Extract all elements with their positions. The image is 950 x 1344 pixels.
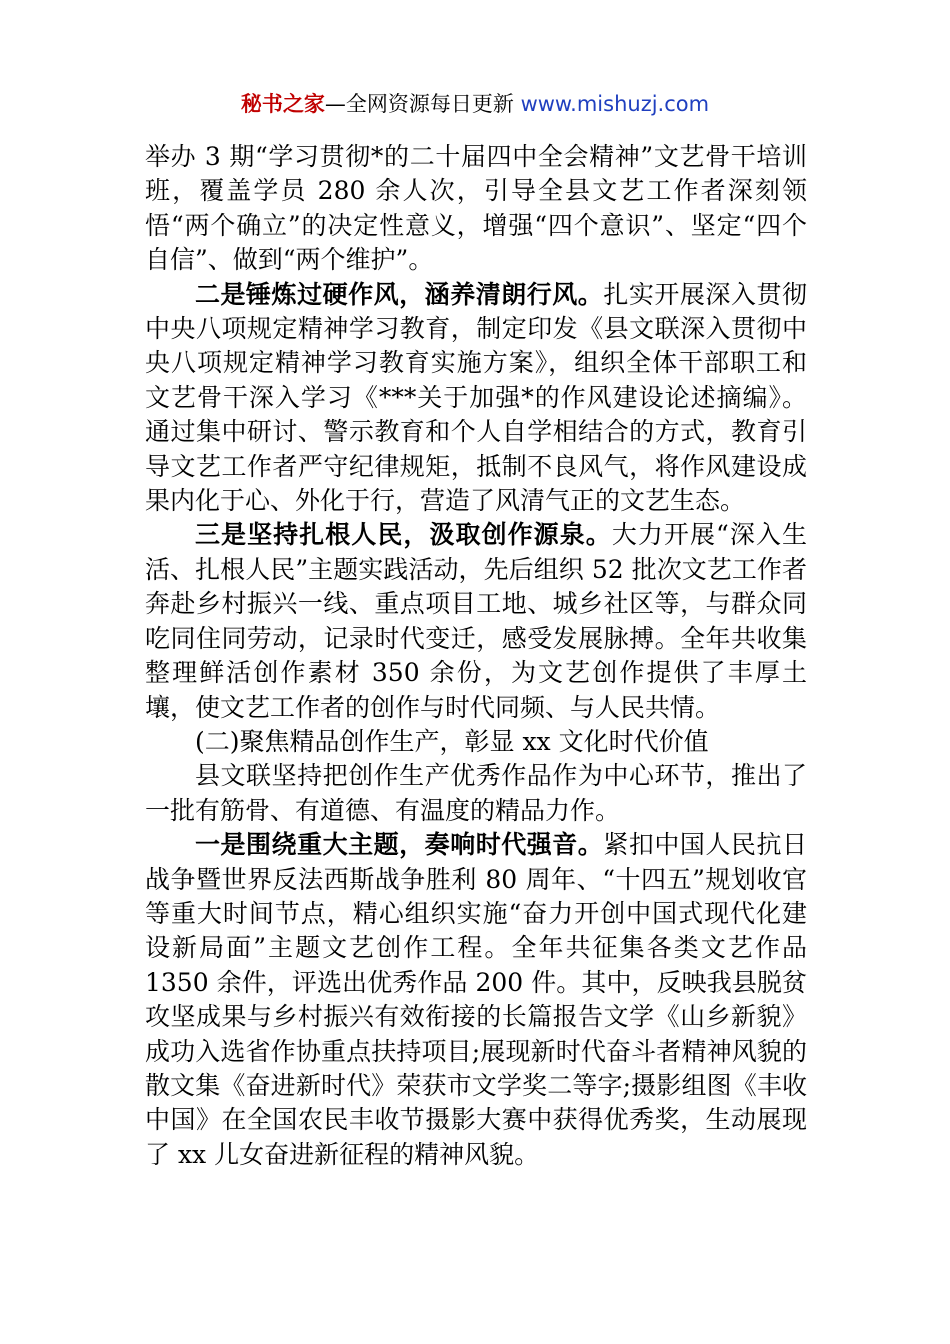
paragraph-people <box>145 518 807 724</box>
paragraph-text: 扎实开展深入贯彻中央八项规定精神学习教育，制定印发《县文联深入贯彻中央八项规定精神学习教育实施方案》，组织全体干部职工和文艺骨干深入学习《***关于加强*的作风建设论述摘编》。通过集中研讨、警示教育和个人自学相结合的方式，教育引导文艺工作者严守纪律规矩，抵制不良风气，将作风建设成果内化于心、外化于行，营造了风清气正的文艺生态。 <box>145 279 807 516</box>
document-body <box>145 140 807 1172</box>
section-heading <box>145 725 807 759</box>
site-brand: 秘书之家 <box>240 92 325 116</box>
paragraph-lead: 一是围绕重大主题，奏响时代强音。 <box>195 830 604 860</box>
paragraph-conduct <box>145 278 807 519</box>
paragraph-text: 举办 3 期“学习贯彻*的二十届四中全会精神”文艺骨干培训班，覆盖学员 280 余人次，引导全县文艺工作者深刻领悟“两个确立”的决定性意义，增强“四个意识”、坚定“四个自信”、做到“两个维护”。 <box>145 142 807 275</box>
site-url-link[interactable]: www.mishuzj.com <box>520 92 710 116</box>
section-heading-text: (二)聚焦精品创作生产，彰显 xx 文化时代价值 <box>195 726 709 756</box>
paragraph-text: 县文联坚持把创作生产优秀作品作为中心环节，推出了一批有筋骨、有道德、有温度的精品力作。 <box>145 761 807 825</box>
paragraph-lead: 三是坚持扎根人民，汲取创作源泉。 <box>195 520 612 550</box>
paragraph-text: 大力开展“深入生活、扎根人民”主题实践活动，先后组织 52 批次文艺工作者奔赴乡村振兴一线、重点项目工地、城乡社区等，与群众同吃同住同劳动，记录时代变迁，感受发展脉搏。全年共收集整理鲜活创作素材 350 余份，为文艺创作提供了丰厚土壤，使文艺工作者的创作与时代同频、与人民共情。 <box>145 520 807 722</box>
paragraph-text: 紧扣中国人民抗日战争暨世界反法西斯战争胜利 80 周年、“十四五”规划收官等重大时间节点，精心组织实施“奋力开创中国式现代化建设新局面”主题文艺创作工程。全年共征集各类文艺作品 1350 余件，评选出优秀作品 200 件。其中，反映我县脱贫攻坚成果与乡村振兴有效衔接的长篇报告文学《山乡新貌》成功入选省作协重点扶持项目;展现新时代奋斗者精神风貌的散文集《奋进新时代》荣获市文学奖二等字;摄影组图《丰收中国》在全国农民丰收节摄影大赛中获得优秀奖，生动展现了 xx 儿女奋进新征程的精神风貌。 <box>145 830 807 1169</box>
paragraph-continuation <box>145 140 807 278</box>
paragraph-intro <box>145 759 807 828</box>
site-header <box>0 88 950 120</box>
paragraph-themes <box>145 828 807 1172</box>
site-tagline: —全网资源每日更新 <box>324 92 521 116</box>
paragraph-lead: 二是锤炼过硬作风，涵养清朗行风。 <box>195 279 604 309</box>
